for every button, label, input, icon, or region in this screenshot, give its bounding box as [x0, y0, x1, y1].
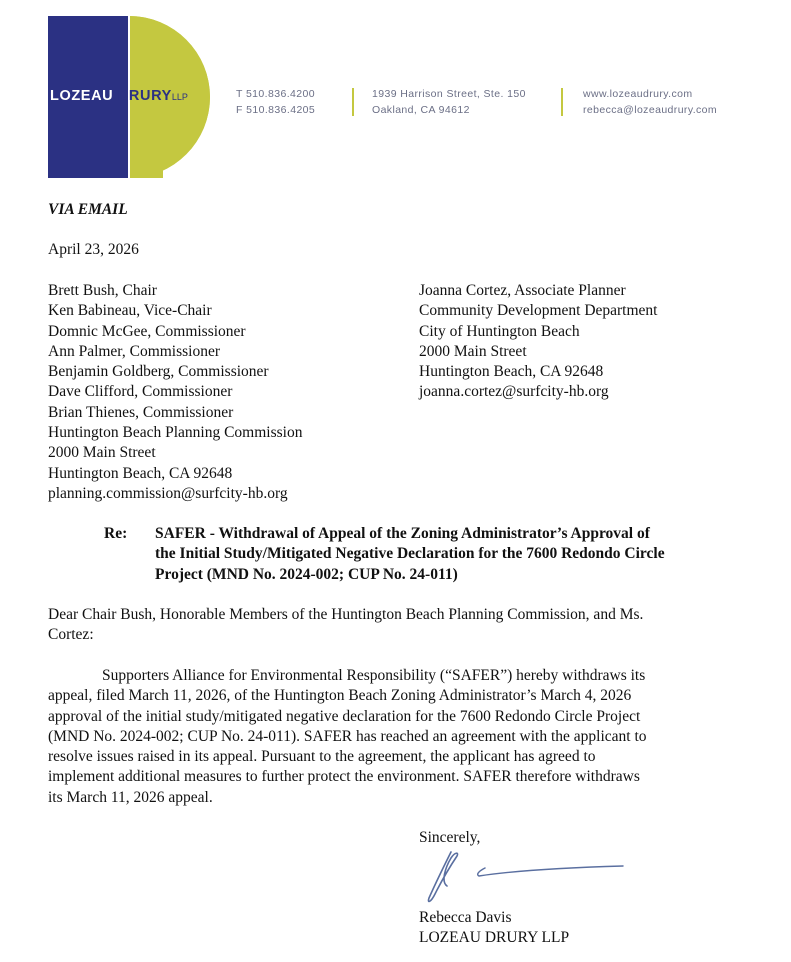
signer-firm: LOZEAU DRURY LLP: [419, 929, 570, 947]
subject-block: [155, 524, 665, 585]
salutation: [48, 605, 643, 646]
recipient-line: Brian Thienes, Commissioner: [48, 403, 234, 421]
recipient-line: 2000 Main Street: [419, 342, 527, 360]
recipient-line: Domnic McGee, Commissioner: [48, 322, 246, 340]
body-line: appeal, filed March 11, 2026, of the Huntington Beach Zoning Administrator’s March 4, 2026: [48, 687, 632, 705]
body-line: approval of the initial study/mitigated negative declaration for the 7600 Redondo Circle Project: [48, 707, 641, 725]
delivery-method: VIA EMAIL: [48, 201, 128, 218]
recipient-line: Huntington Beach Planning Commission: [48, 424, 303, 442]
recipient-line: Benjamin Goldberg, Commissioner: [48, 363, 269, 381]
recipient-line: Dave Clifford, Commissioner: [48, 383, 233, 401]
recipient-line: Huntington Beach, CA 92648: [419, 363, 604, 381]
letter-date: April 23, 2026: [48, 241, 139, 258]
subject-line: SAFER - Withdrawal of Appeal of the Zoning Administrator’s Approval of: [155, 525, 650, 542]
subject-line: Project (MND No. 2024-002; CUP No. 24-011): [155, 565, 458, 583]
signer-name: Rebecca Davis: [419, 909, 512, 926]
body-line: its March 11, 2026 appeal.: [48, 788, 213, 806]
recipient-line: Huntington Beach, CA 92648: [48, 464, 233, 482]
web-email-block: [583, 86, 717, 118]
recipient-line: Ken Babineau, Vice-Chair: [48, 302, 212, 320]
divider-1: [352, 88, 354, 116]
recipient-line: Community Development Department: [419, 302, 658, 320]
address-line-1: 1939 Harrison Street, Ste. 150: [372, 88, 526, 100]
salutation-line: Cortez:: [48, 626, 94, 644]
body-line: implement additional measures to further protect the environment. SAFER therefore withdraws: [48, 768, 640, 786]
body-line: (MND No. 2024-002; CUP No. 24-011). SAFER has reached an agreement with the applicant to: [48, 727, 647, 745]
recipients-left: [48, 281, 302, 504]
address-block: [372, 86, 526, 118]
email-link[interactable]: rebecca@lozeaudrury.com: [583, 104, 718, 116]
recipient-line: Ann Palmer, Commissioner: [48, 342, 221, 360]
logo-wordmark: [50, 88, 188, 105]
body-paragraph: [48, 666, 647, 808]
logo-word-drury: DRURY: [117, 88, 172, 104]
salutation-line: Dear Chair Bush, Honorable Members of the Huntington Beach Planning Commission, and Ms.: [48, 606, 644, 623]
closing: Sincerely,: [419, 829, 481, 846]
recipient-email[interactable]: joanna.cortez@surfcity-hb.org: [419, 383, 609, 401]
subject-line: the Initial Study/Mitigated Negative Declaration for the 7600 Redondo Circle: [155, 545, 665, 563]
re-label: Re:: [104, 525, 128, 542]
divider-2: [561, 88, 563, 116]
recipient-line: City of Huntington Beach: [419, 322, 580, 340]
logo-word-lozeau: LOZEAU: [50, 88, 114, 104]
fax-number: F 510.836.4205: [236, 104, 316, 116]
website-link[interactable]: www.lozeaudrury.com: [583, 88, 693, 100]
address-line-2: Oakland, CA 94612: [372, 104, 470, 116]
recipient-line: Brett Bush, Chair: [48, 282, 157, 299]
recipient-line: Joanna Cortez, Associate Planner: [419, 282, 626, 299]
recipient-line: 2000 Main Street: [48, 444, 156, 462]
handwritten-signature: [415, 846, 635, 908]
phone-number: T 510.836.4200: [236, 88, 315, 100]
logo-word-llp: LLP: [171, 92, 188, 102]
body-line: Supporters Alliance for Environmental Responsibility (“SAFER”) hereby withdraws its: [102, 667, 646, 684]
firm-logo: [48, 16, 210, 178]
body-line: resolve issues raised in its appeal. Pursuant to the agreement, the applicant has agreed to: [48, 748, 596, 766]
recipients-right: [419, 281, 657, 403]
signer-block: [419, 908, 569, 949]
phone-fax-block: [236, 86, 315, 118]
recipient-email[interactable]: planning.commission@surfcity-hb.org: [48, 484, 288, 502]
